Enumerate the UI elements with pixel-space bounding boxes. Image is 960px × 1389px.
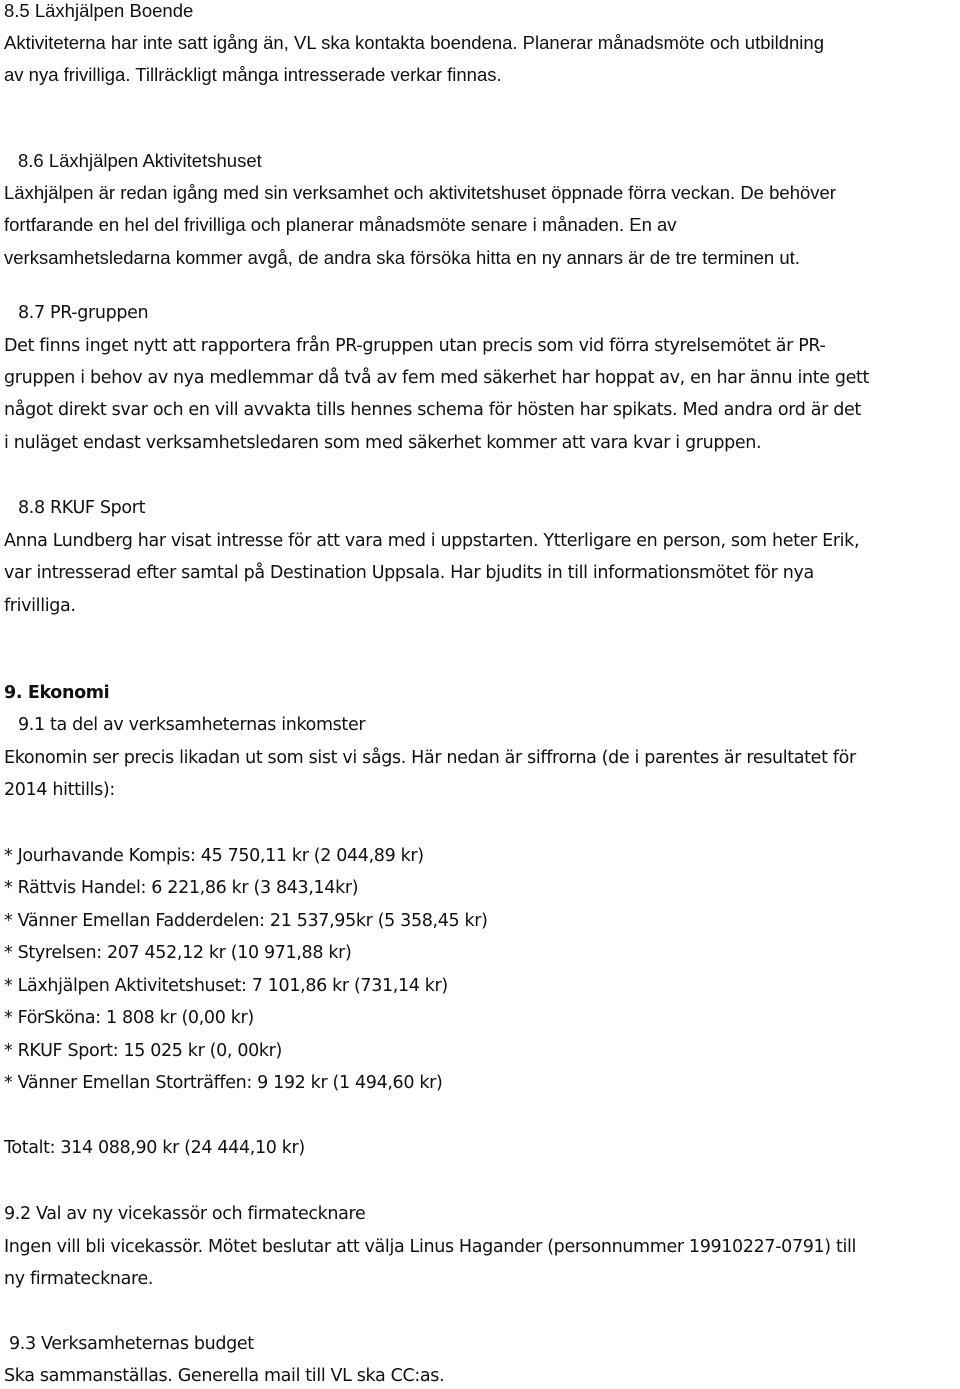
income-item: * Läxhjälpen Aktivitetshuset: 7 101,86 kr (731,14 kr) xyxy=(4,976,448,996)
income-total: Totalt: 314 088,90 kr (24 444,10 kr) xyxy=(4,1138,305,1158)
paragraph-line: frivilliga. xyxy=(4,596,76,616)
heading-pr-gruppen: 8.7 PR-gruppen xyxy=(18,303,149,323)
income-item: * Vänner Emellan Storträffen: 9 192 kr (1 494,60 kr) xyxy=(4,1073,443,1093)
paragraph-line: något direkt svar och en vill avvakta tills hennes schema för hösten har spikats. Med andra ord är det xyxy=(4,400,861,420)
heading-laxhjalpen-boende: 8.5 Läxhjälpen Boende xyxy=(4,0,194,21)
heading-inkomster: 9.1 ta del av verksamheternas inkomster xyxy=(18,715,366,735)
income-item: * Vänner Emellan Fadderdelen: 21 537,95kr (5 358,45 kr) xyxy=(4,911,488,931)
paragraph-line: Det finns inget nytt att rapportera från PR-gruppen utan precis som vid förra styrelsemötet är PR- xyxy=(4,336,826,356)
paragraph-line: Ingen vill bli vicekassör. Mötet beslutar att välja Linus Hagander (personnummer 19910227-0791) till xyxy=(4,1237,857,1257)
heading-rkuf-sport: 8.8 RKUF Sport xyxy=(18,498,146,518)
heading-ekonomi: 9. Ekonomi xyxy=(4,683,110,703)
heading-laxhjalpen-aktivitetshuset: 8.6 Läxhjälpen Aktivitetshuset xyxy=(18,150,262,171)
heading-budget: 9.3 Verksamheternas budget xyxy=(9,1334,254,1354)
paragraph-line: av nya frivilliga. Tillräckligt många intresserade verkar finnas. xyxy=(4,64,502,85)
paragraph-line: Anna Lundberg har visat intresse för att vara med i uppstarten. Ytterligare en person, som heter Erik, xyxy=(4,531,860,551)
paragraph-line: var intresserad efter samtal på Destination Uppsala. Har bjudits in till informationsmötet för nya xyxy=(4,563,814,583)
paragraph-line: fortfarande en hel del frivilliga och planerar månadsmöte senare i månaden. En av xyxy=(4,214,677,235)
paragraph-line: 2014 hittills): xyxy=(4,780,115,800)
income-item: * FörSköna: 1 808 kr (0,00 kr) xyxy=(4,1008,254,1028)
paragraph-line: Läxhjälpen är redan igång med sin verksamhet och aktivitetshuset öppnade förra veckan. De behöver xyxy=(4,182,836,203)
income-item: * RKUF Sport: 15 025 kr (0, 00kr) xyxy=(4,1041,283,1061)
paragraph-line: Aktiviteterna har inte satt igång än, VL ska kontakta boendena. Planerar månadsmöte och utbildning xyxy=(4,32,824,53)
income-item: * Jourhavande Kompis: 45 750,11 kr (2 044,89 kr) xyxy=(4,846,424,866)
paragraph-line: ny firmatecknare. xyxy=(4,1269,154,1289)
paragraph-line: verksamhetsledarna kommer avgå, de andra ska försöka hitta en ny annars är de tre terminen ut. xyxy=(4,247,800,268)
paragraph-line: Ekonomin ser precis likadan ut som sist vi sågs. Här nedan är siffrorna (de i parentes är resultatet för xyxy=(4,748,856,768)
income-item: * Styrelsen: 207 452,12 kr (10 971,88 kr) xyxy=(4,943,352,963)
heading-vicekassor: 9.2 Val av ny vicekassör och firmatecknare xyxy=(4,1204,366,1224)
paragraph-line: gruppen i behov av nya medlemmar då två av fem med säkerhet har hoppat av, en har ännu inte gett xyxy=(4,368,870,388)
paragraph-line: i nuläget endast verksamhetsledaren som med säkerhet kommer att vara kvar i gruppen. xyxy=(4,433,762,453)
paragraph-line: Ska sammanställas. Generella mail till VL ska CC:as. xyxy=(4,1366,445,1386)
income-item: * Rättvis Handel: 6 221,86 kr (3 843,14kr) xyxy=(4,878,359,898)
